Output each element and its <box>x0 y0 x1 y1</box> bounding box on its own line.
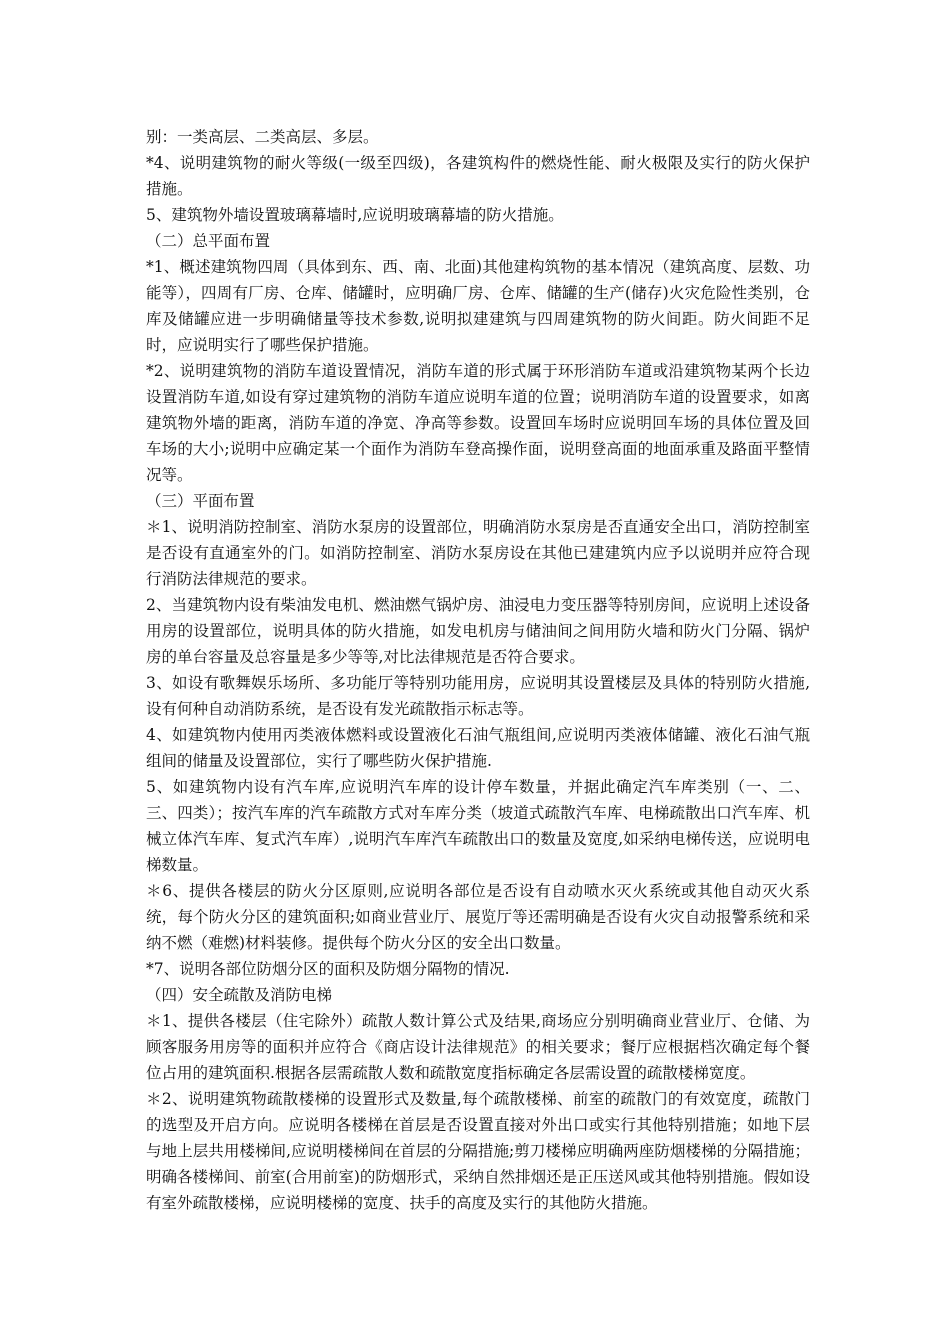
paragraph-liquid-fuel: 4、如建筑物内使用丙类液体燃料或设置液化石油气瓶组间,应说明丙类液体储罐、液化石油气瓶组间的储量及设置部位，实行了哪些防火保护措施. <box>146 726 810 770</box>
paragraph-fire-lanes: *2、说明建筑物的消防车道设置情况，消防车道的形式属于环形消防车道或沿建筑物某两个长边设置消防车道,如设有穿过建筑物的消防车道应说明车道的位置；说明消防车道的设置要求，如离建筑物外墙的距离，消防车道的净宽、净高等参数。设置回车场时应说明回车场的具体位置及回车场的大小;说明中应确定某一个面作为消防车登高操作面，说明登高面的地面承重及路面平整情况等。 <box>146 362 810 484</box>
section-heading-floor-plan: （三）平面布置 <box>146 492 255 510</box>
paragraph-evacuation-stairs: ＊2、说明建筑物疏散楼梯的设置形式及数量,每个疏散楼梯、前室的疏散门的有效宽度，疏散门的选型及开启方向。应说明各楼梯在首层是否设置直接对外出口或实行其他特别措施；如地下层与地上层共用楼梯间,应说明楼梯间在首层的分隔措施;剪刀楼梯应明确两座防烟楼梯的分隔措施；明确各楼梯间、前室(合用前室)的防烟形式，采纳自然排烟还是正压送风或其他特别措施。假如设有室外疏散楼梯，应说明楼梯的宽度、扶手的高度及实行的其他防火措施。 <box>146 1090 810 1212</box>
document-body <box>146 124 810 1216</box>
paragraph-smoke-compartments: *7、说明各部位防烟分区的面积及防烟分隔物的情况. <box>146 960 510 978</box>
paragraph-evacuation-count: ＊1、提供各楼层（住宅除外）疏散人数计算公式及结果,商场应分别明确商业营业厅、仓储、为顾客服务用房等的面积并应符合《商店设计法律规范》的相关要求；餐厅应根据档次确定每个餐位占用的建筑面积.根据各层需疏散人数和疏散宽度指标确定各层需设置的疏散楼梯宽度。 <box>146 1012 810 1082</box>
paragraph-garage: 5、如建筑物内设有汽车库,应说明汽车库的设计停车数量，并据此确定汽车库类别（一、二、三、四类）；按汽车库的汽车疏散方式对车库分类（坡道式疏散汽车库、电梯疏散出口汽车库、机械立体汽车库、复式汽车库）,说明汽车库汽车疏散出口的数量及宽度,如采纳电梯传送，应说明电梯数量。 <box>146 778 810 874</box>
paragraph-fire-compartments: ＊6、提供各楼层的防火分区原则,应说明各部位是否设有自动喷水灭火系统或其他自动灭火系统，每个防火分区的建筑面积;如商业营业厅、展览厅等还需明确是否设有火灾自动报警系统和采纳不燃（难燃)材料装修。提供每个防火分区的安全出口数量。 <box>146 882 810 952</box>
paragraph-building-category-end: 别：一类高层、二类高层、多层。 <box>146 128 379 146</box>
paragraph-control-room: ＊1、说明消防控制室、消防水泵房的设置部位，明确消防水泵房是否直通安全出口，消防控制室是否设有直通室外的门。如消防控制室、消防水泵房设在其他已建建筑内应予以说明并应符合现行消防法律规范的要求。 <box>146 518 810 588</box>
paragraph-special-equipment-rooms: 2、当建筑物内设有柴油发电机、燃油燃气锅炉房、油浸电力变压器等特别房间，应说明上述设备用房的设置部位，说明具体的防火措施，如发电机房与储油间之间用防火墙和防火门分隔、锅炉房的单台容量及总容量是多少等等,对比法律规范是否符合要求。 <box>146 596 810 666</box>
section-heading-site-plan: （二）总平面布置 <box>146 232 271 250</box>
paragraph-surroundings: *1、概述建筑物四周（具体到东、西、南、北面)其他建构筑物的基本情况（建筑高度、层数、功能等），四周有厂房、仓库、储罐时，应明确厂房、仓库、储罐的生产(储存)火灾危险性类别，仓库及储罐应进一步明确储量等技术参数,说明拟建建筑与四周建筑物的防火间距。防火间距不足时，应说明实行了哪些保护措施。 <box>146 258 810 354</box>
section-heading-evacuation: （四）安全疏散及消防电梯 <box>146 986 333 1004</box>
paragraph-entertainment-venues: 3、如设有歌舞娱乐场所、多功能厅等特别功能用房，应说明其设置楼层及具体的特别防火措施,设有何种自动消防系统，是否设有发光疏散指示标志等。 <box>146 674 810 718</box>
paragraph-glass-curtain-wall: 5、建筑物外墙设置玻璃幕墙时,应说明玻璃幕墙的防火措施。 <box>146 206 564 224</box>
paragraph-fire-resistance-grade: *4、说明建筑物的耐火等级(一级至四级)，各建筑构件的燃烧性能、耐火极限及实行的防火保护措施。 <box>146 154 810 198</box>
